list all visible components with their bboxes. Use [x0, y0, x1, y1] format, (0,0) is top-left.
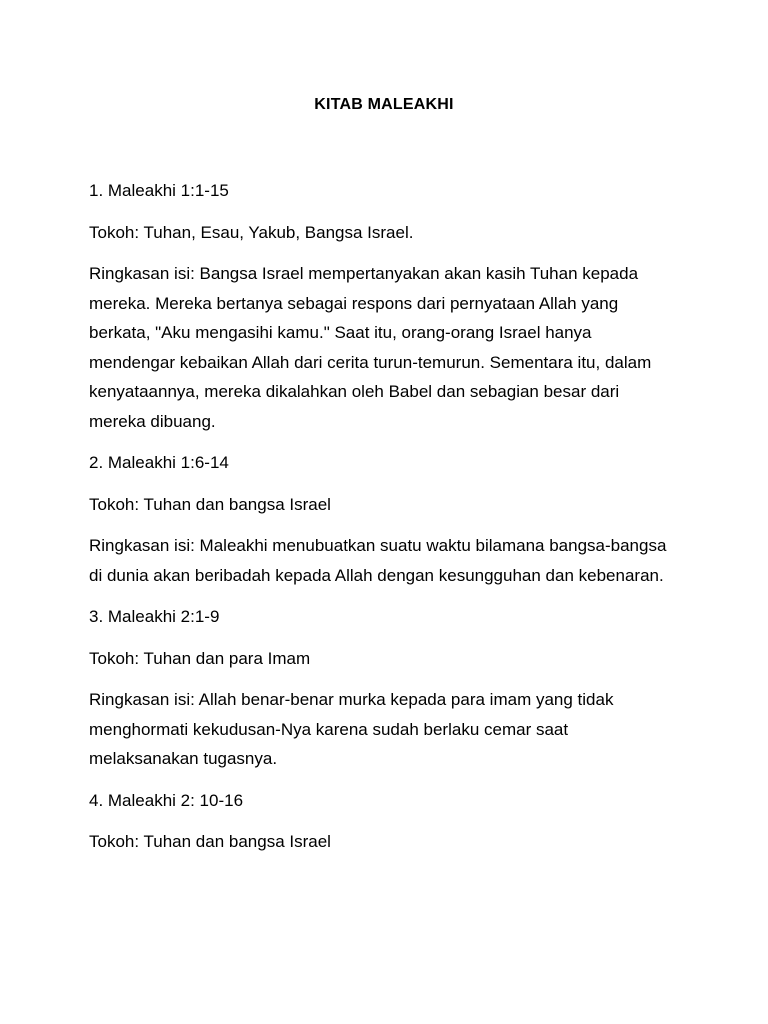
section-1-tokoh: Tokoh: Tuhan, Esau, Yakub, Bangsa Israel. [89, 222, 414, 242]
section-3-ringkasan: Ringkasan isi: Allah benar-benar murka kepada para imam yang tidak menghormati kekudusan-Nya karena sudah berlaku cemar saat melaksanakan tugasnya. [89, 690, 619, 768]
document-body [89, 176, 679, 869]
section-2-tokoh: Tokoh: Tuhan dan bangsa Israel [89, 494, 331, 514]
section-3-tokoh: Tokoh: Tuhan dan para Imam [89, 648, 311, 668]
section-1-ringkasan: Ringkasan isi: Bangsa Israel mempertanyakan akan kasih Tuhan kepada mereka. Mereka bertanya sebagai respons dari pernyataan Allah yang berkata, "Aku mengasihi kamu." Saat itu, orang-orang Israel hanya mendengar kebaikan Allah dari cerita turun-temurun. Sementara itu, dalam kenyataannya, mereka dikalahkan oleh Babel dan sebagian besar dari mereka dibuang. [89, 264, 656, 431]
section-2-ringkasan: Ringkasan isi: Maleakhi menubuatkan suatu waktu bilamana bangsa-bangsa di dunia akan beribadah kepada Allah dengan kesungguhan dan kebenaran. [89, 536, 672, 585]
section-1-heading: 1. Maleakhi 1:1-15 [89, 181, 229, 200]
section-3-heading: 3. Maleakhi 2:1-9 [89, 607, 220, 626]
section-4-tokoh: Tokoh: Tuhan dan bangsa Israel [89, 832, 331, 851]
section-2-heading: 2. Maleakhi 1:6-14 [89, 453, 229, 472]
section-4-heading: 4. Maleakhi 2: 10-16 [89, 790, 244, 810]
document-title: KITAB MALEAKHI [314, 96, 454, 113]
